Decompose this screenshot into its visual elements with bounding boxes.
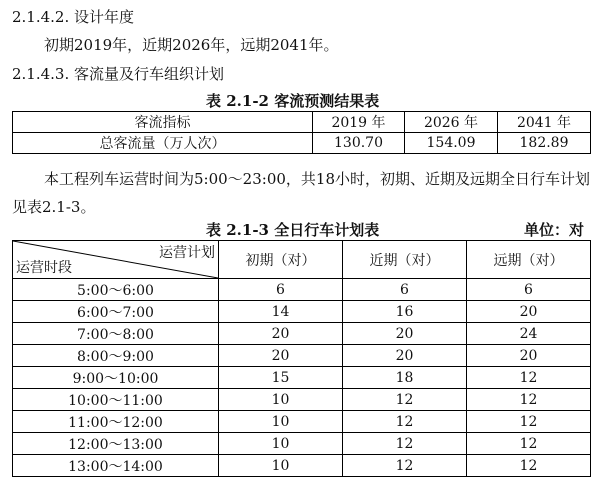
daily-train-plan-table xyxy=(12,240,591,477)
train-pairs-cell: 15 xyxy=(219,367,343,389)
table-2-header-near: 近期（对） xyxy=(343,241,467,279)
train-pairs-cell: 12 xyxy=(343,455,467,477)
time-slot-cell: 8:00～9:00 xyxy=(13,345,219,367)
time-slot-cell: 7:00～8:00 xyxy=(13,323,219,345)
train-pairs-cell: 20 xyxy=(343,345,467,367)
table-1-cell: 130.70 xyxy=(313,133,405,154)
train-pairs-cell: 10 xyxy=(219,411,343,433)
train-pairs-cell: 12 xyxy=(467,411,591,433)
table-1-header-indicator: 客流指标 xyxy=(13,112,313,133)
table-1-header-2019: 2019 年 xyxy=(313,112,405,133)
table-1-header-row xyxy=(13,112,591,133)
table-row xyxy=(13,279,591,301)
paragraph-line-2: 见表2.1-3。 xyxy=(12,198,96,216)
table-2-header-initial: 初期（对） xyxy=(219,241,343,279)
time-slot-cell: 13:00～14:00 xyxy=(13,455,219,477)
train-pairs-cell: 14 xyxy=(219,301,343,323)
table-1-cell: 182.89 xyxy=(498,133,591,154)
time-slot-cell: 11:00～12:00 xyxy=(13,411,219,433)
table-2-corner-cell xyxy=(13,241,219,279)
train-pairs-cell: 24 xyxy=(467,323,591,345)
time-slot-cell: 6:00～7:00 xyxy=(13,301,219,323)
paragraph-line-1: 本工程列车运营时间为5:00～23:00，共18小时，初期、近期及远期全日行车计划 xyxy=(44,170,591,188)
train-pairs-cell: 10 xyxy=(219,433,343,455)
table-1-caption: 表 2.1-2 客流预测结果表 xyxy=(206,92,380,110)
train-pairs-cell: 12 xyxy=(467,455,591,477)
table-row xyxy=(13,323,591,345)
table-row xyxy=(13,455,591,477)
design-year-text: 初期2019年，近期2026年，远期2041年。 xyxy=(44,36,339,54)
table-row xyxy=(13,411,591,433)
passenger-flow-table xyxy=(12,111,591,154)
train-pairs-cell: 20 xyxy=(467,301,591,323)
table-1-header-2026: 2026 年 xyxy=(405,112,498,133)
table-row xyxy=(13,367,591,389)
time-slot-cell: 12:00～13:00 xyxy=(13,433,219,455)
section-heading-design-year: 2.1.4.2. 设计年度 xyxy=(12,8,135,26)
corner-top-label: 运营计划 xyxy=(159,245,215,261)
train-pairs-cell: 12 xyxy=(467,367,591,389)
table-2-caption: 表 2.1-3 全日行车计划表 xyxy=(206,221,380,239)
table-1-header-2041: 2041 年 xyxy=(498,112,591,133)
train-pairs-cell: 20 xyxy=(467,345,591,367)
train-pairs-cell: 12 xyxy=(467,389,591,411)
table-2-header-far: 远期（对） xyxy=(467,241,591,279)
train-pairs-cell: 10 xyxy=(219,455,343,477)
train-pairs-cell: 12 xyxy=(343,433,467,455)
corner-bottom-label: 运营时段 xyxy=(16,260,72,276)
section-heading-plan: 2.1.4.3. 客流量及行车组织计划 xyxy=(12,65,225,83)
table-1-cell: 总客流量（万人次） xyxy=(13,133,313,154)
table-2-unit: 单位：对 xyxy=(524,221,585,239)
train-pairs-cell: 6 xyxy=(343,279,467,301)
table-row xyxy=(13,433,591,455)
train-pairs-cell: 20 xyxy=(219,345,343,367)
train-pairs-cell: 20 xyxy=(343,323,467,345)
train-pairs-cell: 6 xyxy=(219,279,343,301)
train-pairs-cell: 12 xyxy=(343,389,467,411)
table-2-header-row xyxy=(13,241,591,279)
time-slot-cell: 5:00～6:00 xyxy=(13,279,219,301)
time-slot-cell: 10:00～11:00 xyxy=(13,389,219,411)
table-row xyxy=(13,345,591,367)
train-pairs-cell: 18 xyxy=(343,367,467,389)
train-pairs-cell: 20 xyxy=(219,323,343,345)
time-slot-cell: 9:00～10:00 xyxy=(13,367,219,389)
table-1-cell: 154.09 xyxy=(405,133,498,154)
train-pairs-cell: 12 xyxy=(467,433,591,455)
train-pairs-cell: 16 xyxy=(343,301,467,323)
table-row xyxy=(13,389,591,411)
train-pairs-cell: 10 xyxy=(219,389,343,411)
train-pairs-cell: 12 xyxy=(343,411,467,433)
table-1-data-row xyxy=(13,133,591,154)
table-row xyxy=(13,301,591,323)
train-pairs-cell: 6 xyxy=(467,279,591,301)
